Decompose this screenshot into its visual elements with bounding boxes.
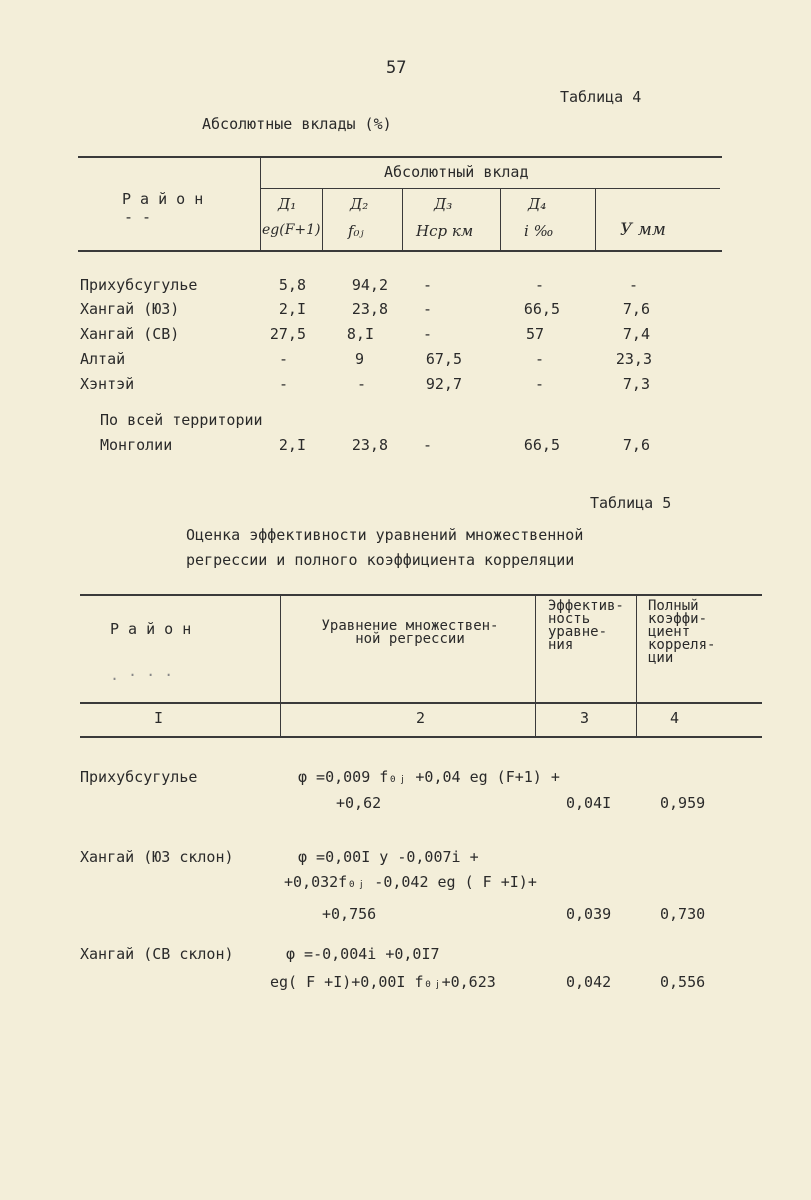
table-row-region: Хэнтэй: [80, 375, 135, 393]
t4-col1-bottom: eg(F+1): [262, 222, 321, 238]
equation-line: φ =0,00I у -0,007i +: [298, 848, 479, 866]
efficiency-value: 0,04I: [566, 794, 612, 812]
correlation-value: 0,959: [660, 794, 706, 812]
t5-header-efficiency: Эффектив- ность уравне- ния: [548, 598, 624, 653]
table5-label: Таблица 5: [590, 494, 672, 512]
total-row-label-2: Монголии: [100, 436, 173, 454]
t4-col3-bottom: Hср км: [416, 222, 474, 240]
table-row-region: Прихубсугулье: [80, 276, 198, 294]
table4-title: Абсолютные вклады (%): [202, 115, 392, 133]
efficiency-value: 0,042: [566, 973, 612, 991]
t5-header-equation: Уравнение множествен- ной регрессии: [321, 618, 499, 647]
t5-header-correlation: Полный коэффи- циент корреля- ции: [648, 598, 716, 666]
equation-line: φ =0,009 f₀ⱼ +0,04 eg (F+1) +: [298, 768, 560, 786]
t5-header-region: Р а й о н: [110, 620, 192, 638]
t4-col1-top: Д₁: [278, 195, 297, 213]
correlation-value: 0,556: [660, 973, 706, 991]
equation-line: +0,032f₀ⱼ -0,042 eg ( F +I)+: [284, 873, 537, 891]
t4-col2-bottom: f₀ⱼ: [348, 222, 364, 240]
equation-line: +0,756: [322, 905, 377, 923]
t4-col3-top: Д₃: [434, 195, 453, 213]
total-row-label: По всей территории: [100, 411, 263, 429]
efficiency-value: 0,039: [566, 905, 612, 923]
table5-title-2: регрессии и полного коэффициента корреляции: [186, 551, 575, 569]
t4-col5-header: У мм: [620, 220, 666, 240]
table4-region-header: Р а й о н: [122, 190, 204, 208]
page-number: 57: [386, 58, 407, 78]
table-row-region: Хангай (СВ склон): [80, 945, 234, 963]
table-row-region: Хангай (ЮЗ): [80, 300, 180, 318]
correlation-value: 0,730: [660, 905, 706, 923]
equation-line: eg( F +I)+0,00I f₀ⱼ+0,623: [270, 973, 496, 991]
t4-col2-top: Д₂: [350, 195, 369, 213]
table4-group-header: Абсолютный вклад: [384, 163, 529, 181]
table-row-region: Алтай: [80, 350, 126, 368]
table5-title-1: Оценка эффективности уравнений множественной: [186, 526, 584, 544]
table-row-region: Прихубсугулье: [80, 768, 198, 786]
equation-line: +0,62: [336, 794, 382, 812]
table4-label: Таблица 4: [560, 88, 642, 106]
t4-col4-bottom: i ‰: [524, 222, 554, 240]
table-row-region: Хангай (СВ): [80, 325, 180, 343]
table-row-region: Хангай (ЮЗ склон): [80, 848, 234, 866]
t4-col4-top: Д₄: [528, 195, 547, 213]
equation-line: φ =-0,004i +0,0I7: [286, 945, 440, 963]
